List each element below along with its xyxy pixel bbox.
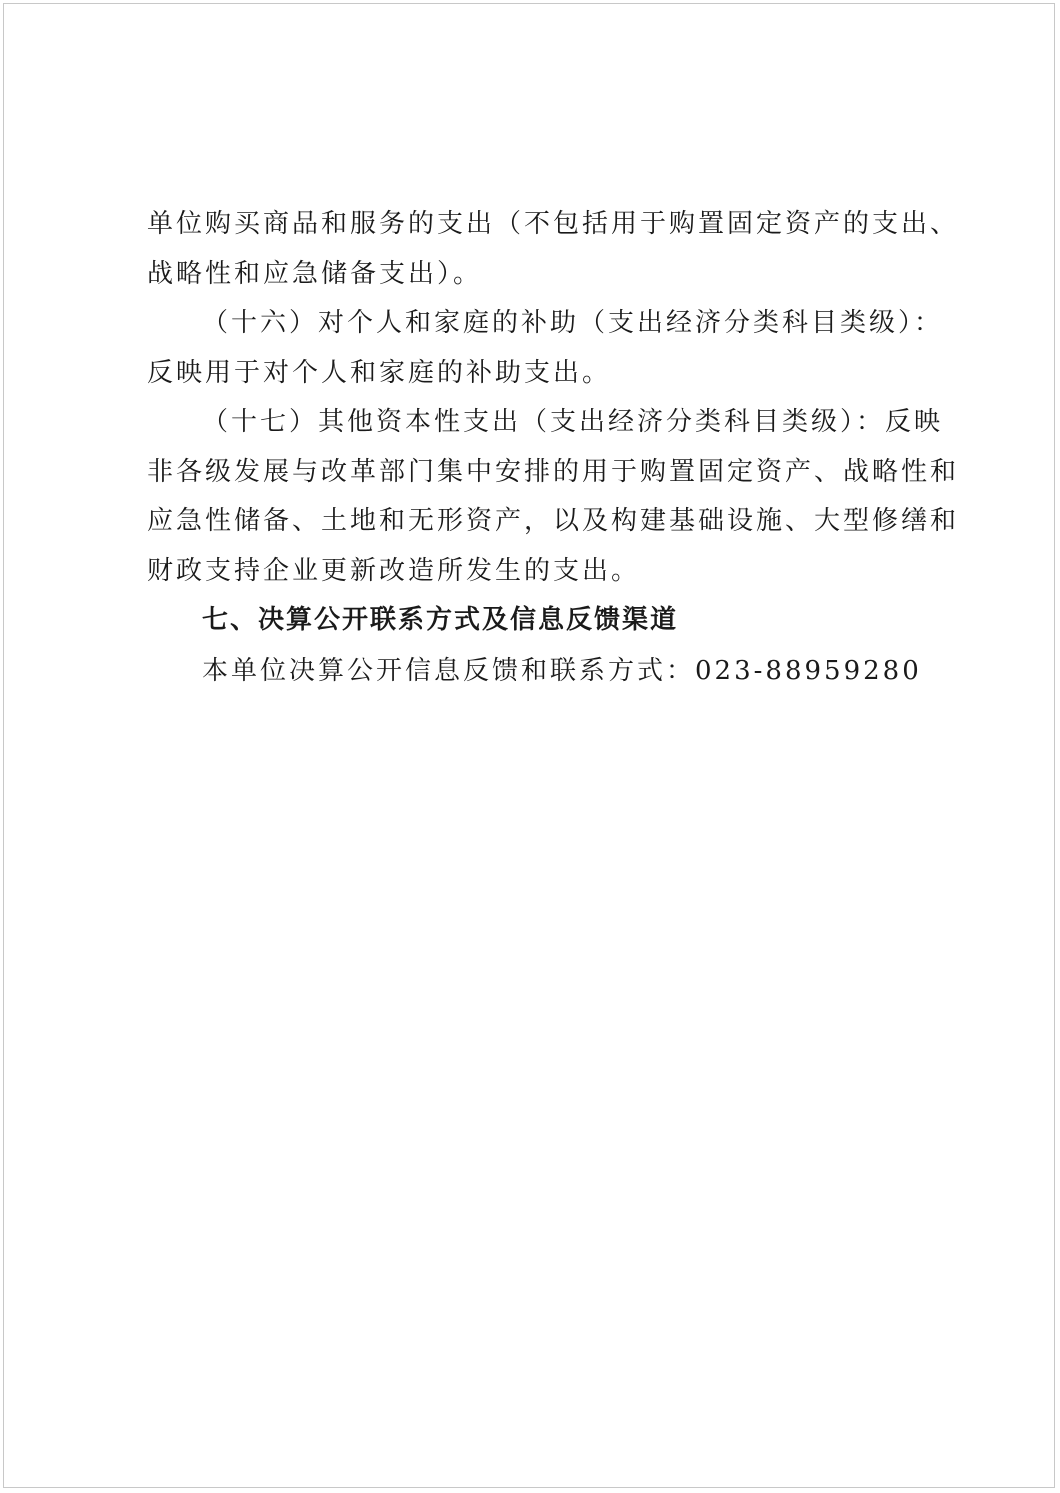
paragraph-line: 反映用于对个人和家庭的补助支出。 (147, 358, 612, 388)
paragraph-line: 单位购买商品和服务的支出（不包括用于购置固定资产的支出、 (147, 209, 960, 239)
paragraph-line-item-16: （十六）对个人和家庭的补助（支出经济分类科目类级）： (202, 308, 944, 338)
section-heading: 七、决算公开联系方式及信息反馈渠道 (202, 605, 679, 635)
paragraph-line: 财政支持企业更新改造所发生的支出。 (147, 556, 641, 586)
paragraph-line: 非各级发展与改革部门集中安排的用于购置固定资产、战略性和 (147, 457, 960, 487)
paragraph-line-item-17: （十七）其他资本性支出（支出经济分类科目类级）：反映 (202, 407, 944, 437)
contact-line: 本单位决算公开信息反馈和联系方式：023-88959280 (202, 656, 922, 686)
document-page (3, 3, 1055, 1488)
paragraph-line: 战略性和应急储备支出）。 (147, 259, 483, 289)
paragraph-line: 应急性储备、土地和无形资产，以及构建基础设施、大型修缮和 (147, 506, 960, 536)
